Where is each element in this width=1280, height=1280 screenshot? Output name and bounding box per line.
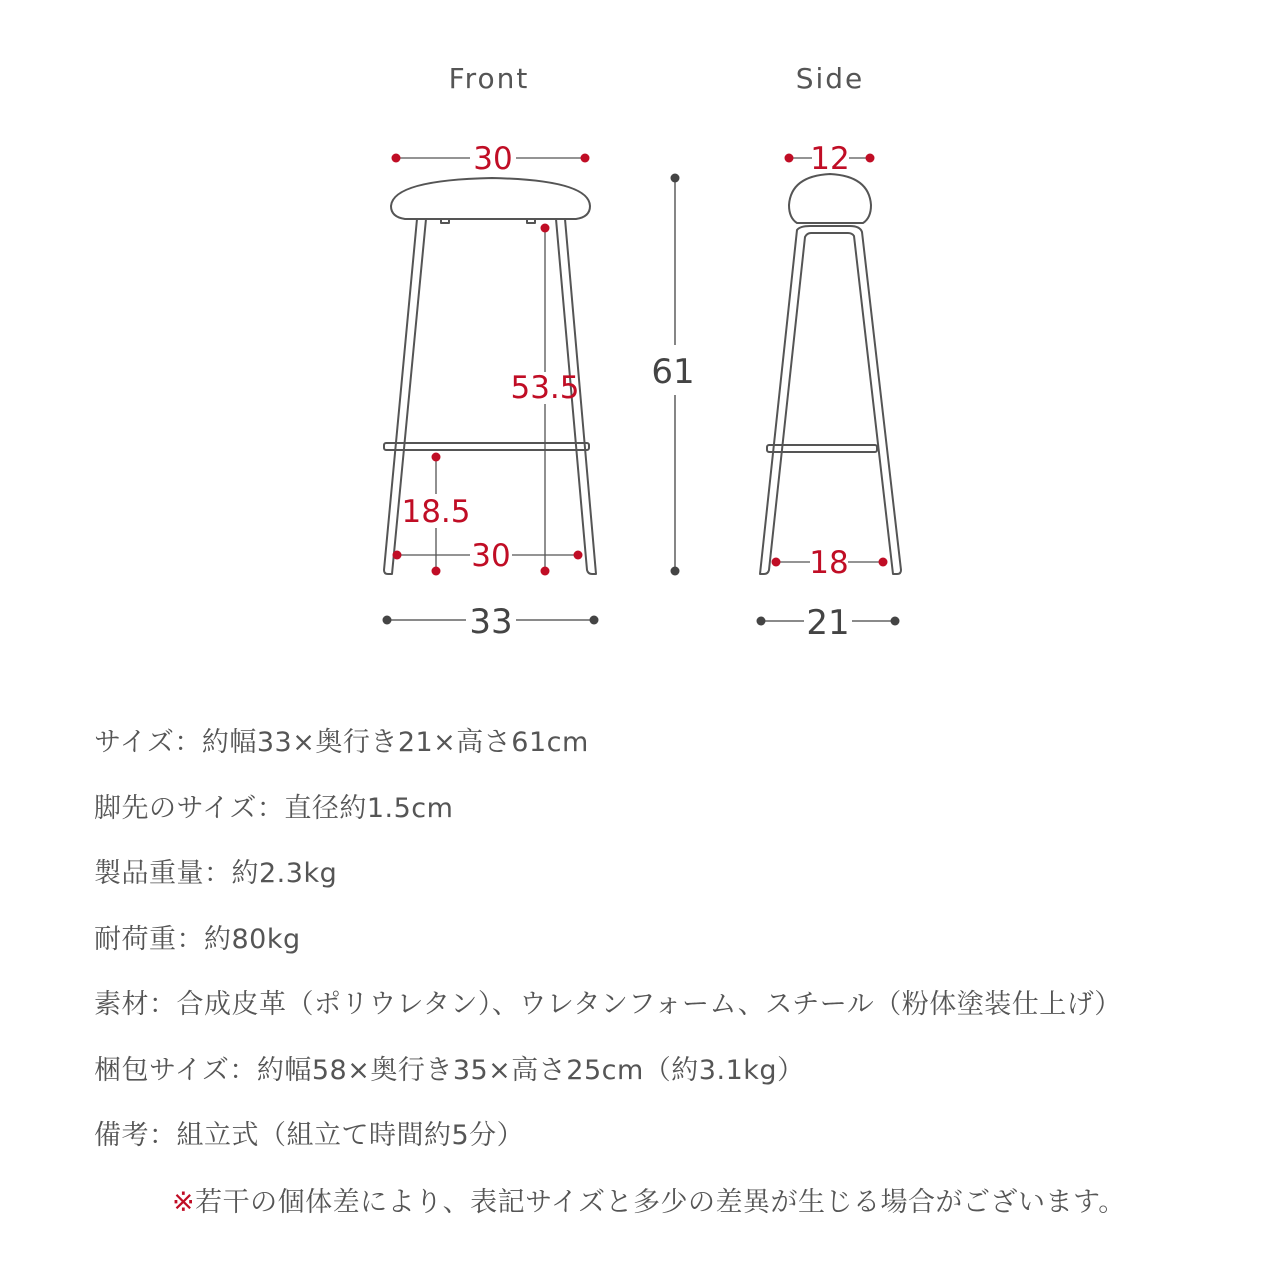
dim-dot — [590, 616, 599, 625]
spec-label: 耐荷重： — [94, 923, 204, 955]
dim-dot — [866, 154, 875, 163]
spec-row-package-size — [94, 1050, 1214, 1116]
spec-value: 約幅33×奥行き21×高さ61cm — [201, 727, 589, 758]
note-text: 若干の個体差により、表記サイズと多少の差異が生じる場合がございます。 — [195, 1187, 1126, 1218]
dim-dot — [671, 567, 680, 576]
spec-row-foot-size — [94, 788, 1214, 854]
front-view-label: Front — [448, 62, 530, 95]
spec-value: 約2.3kg — [231, 858, 338, 889]
dim-dot — [432, 453, 441, 462]
front-overall-width-label: 33 — [469, 602, 513, 642]
side-seat — [789, 174, 871, 223]
front-footrest — [384, 443, 589, 450]
dim-dot — [432, 567, 441, 576]
note-mark: ※ — [172, 1187, 196, 1218]
spec-value: 約80kg — [204, 923, 301, 955]
front-leg-span-label: 30 — [471, 538, 511, 574]
dim-dot — [541, 224, 550, 233]
spec-value: 約幅58×奥行き35×高さ25cm（約3.1kg） — [256, 1054, 805, 1086]
spec-value: 組立式（組立て時間約5分） — [176, 1120, 525, 1151]
side-leg-frame-outer — [760, 226, 901, 574]
side-view-label: Side — [795, 62, 865, 95]
front-seat-height-label: 53.5 — [510, 370, 580, 406]
spec-list — [94, 722, 1214, 1181]
dim-dot — [581, 154, 590, 163]
dim-dot — [383, 616, 392, 625]
dim-dot — [757, 617, 766, 626]
dim-dot — [671, 174, 680, 183]
front-seat-bracket-right — [527, 219, 535, 223]
side-stool-outline — [760, 174, 901, 574]
spec-value: 合成皮革（ポリウレタン）、ウレタンフォーム、スチール（粉体塗装仕上げ） — [176, 989, 1122, 1020]
dim-dot — [541, 567, 550, 576]
dim-dot — [879, 558, 888, 567]
spec-label: 梱包サイズ： — [94, 1054, 257, 1086]
dim-dot — [574, 551, 583, 560]
dim-dot — [392, 154, 401, 163]
spec-row-weight — [94, 853, 1214, 919]
spec-label: 脚先のサイズ： — [94, 792, 285, 824]
spec-row-size — [94, 722, 1214, 788]
spec-row-load-capacity — [94, 919, 1214, 985]
dim-dot — [785, 154, 794, 163]
overall-height-label: 61 — [651, 352, 695, 392]
side-footrest — [767, 445, 877, 452]
front-seat — [391, 178, 590, 219]
spec-row-material — [94, 984, 1214, 1050]
spec-value: 直径約1.5cm — [284, 792, 454, 824]
disclaimer-note — [172, 1180, 1126, 1219]
side-seat-depth-label: 12 — [810, 141, 850, 177]
side-overall-depth-label: 21 — [806, 603, 850, 643]
spec-label: 製品重量： — [94, 858, 232, 889]
front-footrest-height-label: 18.5 — [401, 494, 471, 530]
dim-dot — [772, 558, 781, 567]
spec-label: 備考： — [94, 1120, 177, 1151]
side-leg-span-label: 18 — [809, 545, 849, 581]
front-seat-bracket-left — [441, 219, 449, 223]
dim-dot — [393, 551, 402, 560]
spec-label: 素材： — [94, 989, 177, 1020]
dim-dot — [891, 617, 900, 626]
spec-label: サイズ： — [94, 727, 202, 758]
front-seat-width-label: 30 — [473, 141, 513, 177]
spec-row-remarks — [94, 1115, 1214, 1181]
